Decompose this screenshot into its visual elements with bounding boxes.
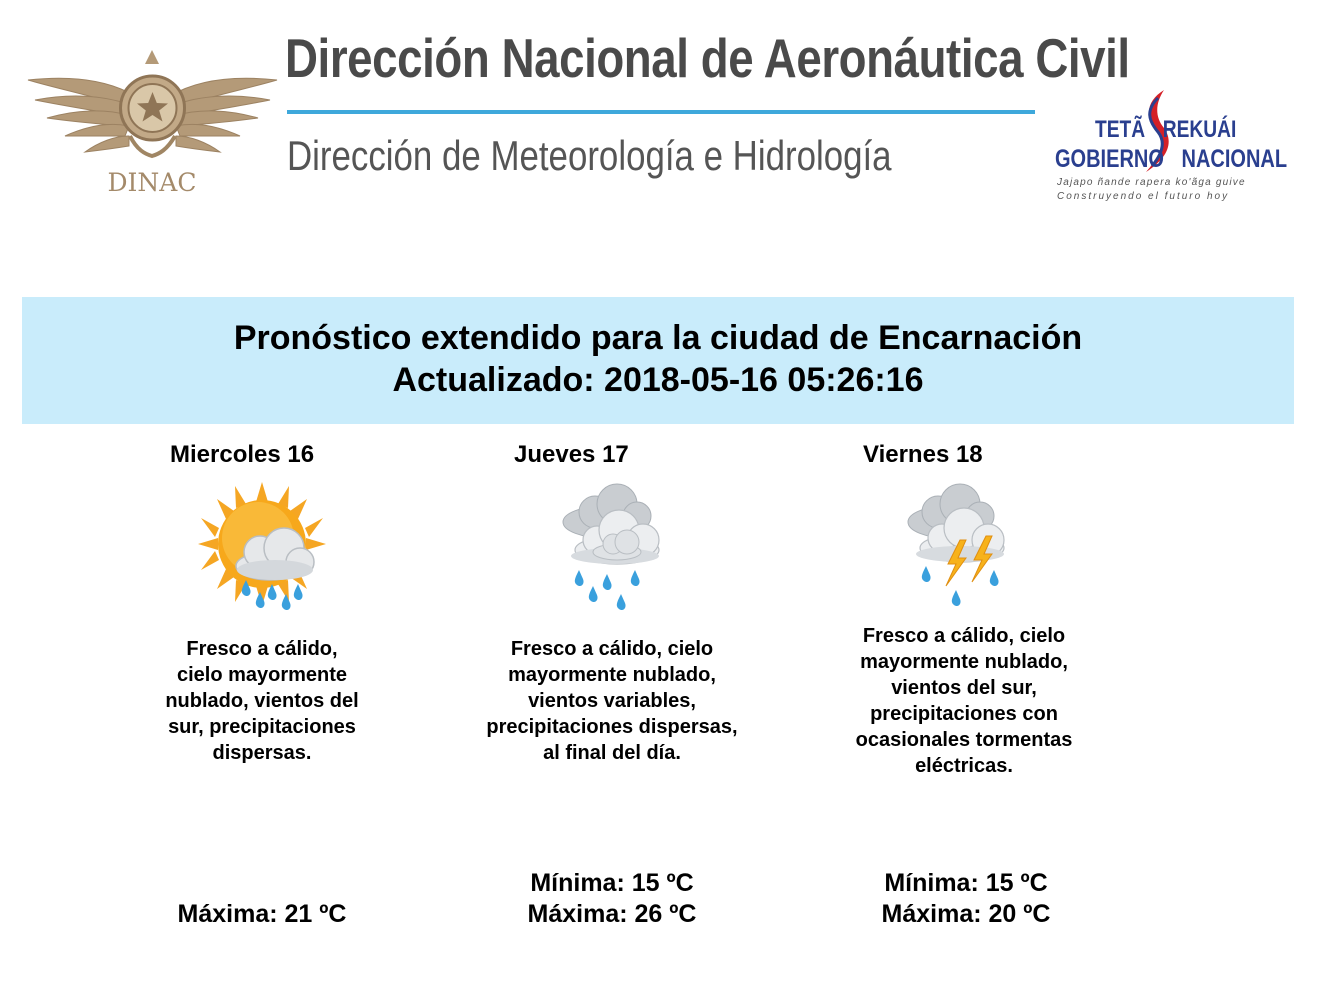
day-temperatures — [132, 868, 392, 930]
day-temperatures — [836, 868, 1096, 930]
day-description: Fresco a cálido, cielo mayormente nublado, vientos del sur, precipitaciones con ocasionales tormentas eléctricas. — [855, 625, 1073, 777]
gov-logo-gobierno: GOBIERNO — [1055, 145, 1164, 173]
forecast-day — [132, 436, 392, 936]
day-temperatures — [482, 868, 742, 930]
day-description: Fresco a cálido, cielo mayormente nublado, vientos del sur, precipitaciones dispersas. — [165, 638, 359, 764]
cloud-storm-icon — [904, 482, 1054, 622]
agency-title: Dirección Nacional de Aeronáutica Civil — [285, 27, 1130, 89]
forecast-day — [482, 436, 742, 936]
forecast-title: Pronóstico extendido para la ciudad de Encarnación — [233, 319, 1083, 357]
gov-logo-nacional: NACIONAL — [1181, 145, 1288, 173]
max-temperature: Máxima: 21 ºC — [177, 900, 347, 928]
day-description: Fresco a cálido, cielo mayormente nublado, vientos variables, precipitaciones dispersas, al final del día. — [486, 638, 738, 764]
gov-logo-teta: TETÃ — [1095, 116, 1146, 143]
sun-cloud-rain-icon — [190, 480, 340, 620]
page-header — [0, 0, 1326, 230]
government-logo — [1050, 88, 1288, 208]
gov-logo-rekuai: REKUÁI — [1162, 116, 1237, 143]
gov-logo-tagline-guarani: Jajapo ñande rapera ko'ãga guive — [1057, 177, 1246, 188]
gov-logo-line2 — [1055, 145, 1287, 174]
forecast-banner — [22, 297, 1294, 424]
day-name: Miercoles 16 — [170, 441, 315, 468]
day-name: Jueves 17 — [514, 441, 629, 468]
dinac-logo-text: DINAC — [107, 168, 197, 197]
agency-subtitle: Dirección de Meteorología e Hidrología — [287, 132, 892, 179]
max-temperature: Máxima: 20 ºC — [881, 900, 1051, 928]
gov-logo-line1 — [1095, 116, 1236, 144]
min-temperature: Mínima: 15 ºC — [884, 869, 1048, 897]
updated-timestamp: Actualizado: 2018-05-16 05:26:16 — [392, 361, 924, 399]
max-temperature: Máxima: 26 ºC — [527, 900, 697, 928]
cloud-rain-icon — [555, 482, 705, 622]
gov-logo-tagline-spanish: Construyendo el futuro hoy — [1057, 191, 1230, 202]
header-divider — [287, 110, 1035, 114]
forecast-day — [834, 436, 1094, 936]
min-temperature: Mínima: 15 ºC — [530, 869, 694, 897]
day-name: Viernes 18 — [863, 441, 983, 468]
